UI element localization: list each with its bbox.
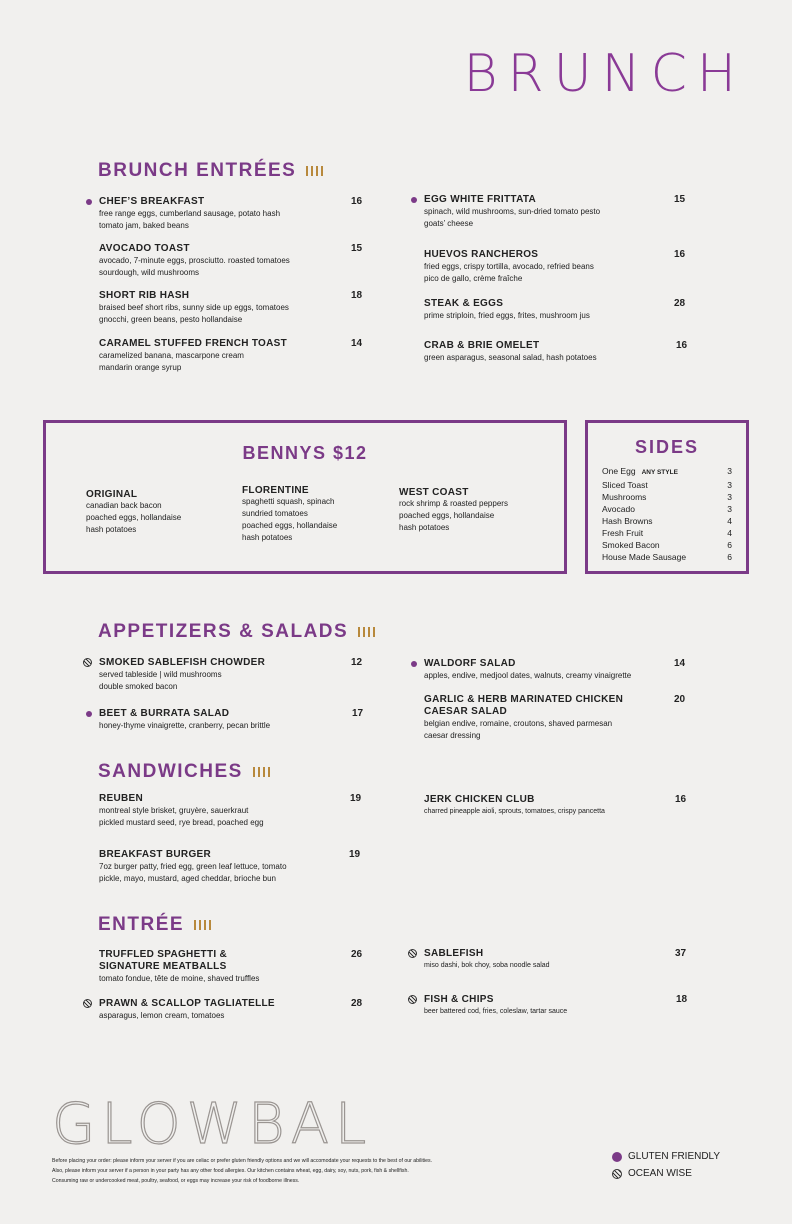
item-price: 20: [674, 694, 686, 705]
menu-item: [87, 998, 357, 1022]
item-desc: gnocchi, green beans, pesto hollandaise: [99, 315, 243, 324]
item-price: 16: [674, 249, 686, 260]
side-name: Mushrooms: [602, 492, 647, 502]
bennys-box: [43, 420, 567, 574]
entree-heading: [98, 914, 211, 936]
item-name: PRAWN & SCALLOP TAGLIATELLE: [99, 998, 275, 1009]
gluten-friendly-icon: [612, 1152, 622, 1162]
side-name: House Made Sausage: [602, 552, 687, 562]
item-desc: caesar dressing: [424, 731, 481, 740]
menu-item: [87, 657, 357, 693]
divider-bars-icon: [358, 627, 375, 637]
ocean-wise-icon: [612, 1169, 622, 1179]
divider-bars-icon: [194, 920, 211, 930]
appetizers-heading: [98, 621, 375, 643]
divider-bars-icon: [306, 166, 323, 176]
benny-desc: hash potatoes: [399, 523, 450, 532]
benny-desc: hash potatoes: [242, 533, 293, 542]
sides-title: SIDES: [634, 437, 700, 457]
item-price: 26: [351, 949, 363, 960]
menu-item: [412, 249, 682, 285]
menu-item: [412, 298, 682, 322]
sides-list: [602, 465, 732, 563]
side-name: Avocado: [602, 504, 635, 514]
bennys-title: BENNYS $12: [242, 443, 368, 463]
menu-item: [87, 949, 357, 985]
side-name: Sliced Toast: [602, 480, 648, 490]
item-desc: honey-thyme vinaigrette, cranberry, pecan brittle: [99, 721, 271, 730]
item-desc: 7oz burger patty, fried egg, green leaf lettuce, tomato: [99, 862, 287, 871]
item-price: 28: [674, 298, 686, 309]
ocean-wise-icon: [408, 949, 417, 958]
item-name: WALDORF SALAD: [424, 658, 516, 669]
item-desc: tomato fondue, tête de moine, shaved truffles: [99, 974, 260, 983]
item-name: SHORT RIB HASH: [99, 290, 190, 301]
benny-desc: poached eggs, hollandaise: [399, 511, 495, 520]
item-desc: pickle, mayo, mustard, aged cheddar, brioche bun: [99, 874, 276, 883]
side-name: Smoked Bacon: [602, 540, 660, 550]
legend-gluten-label: GLUTEN FRIENDLY: [628, 1151, 721, 1162]
menu-item: [87, 196, 357, 232]
item-desc: prime striploin, fried eggs, frites, mushroom jus: [424, 311, 590, 320]
item-desc: miso dashi, bok choy, soba noodle salad: [424, 962, 550, 969]
glowbal-logo: GLOWBAL: [52, 1092, 373, 1157]
menu-item: [412, 658, 682, 682]
brunch-entrees-title: BRUNCH ENTRÉES: [98, 160, 297, 181]
item-price: 17: [352, 708, 364, 719]
item-price: 12: [351, 657, 363, 668]
menu-item: [412, 694, 682, 742]
item-desc: mandarin orange syrup: [99, 363, 182, 372]
legend-ocean-label: OCEAN WISE: [628, 1168, 692, 1179]
item-price: 28: [351, 998, 363, 1009]
item-name: CRAB & BRIE OMELET: [424, 340, 540, 351]
item-price: 15: [674, 194, 686, 205]
item-desc: beer battered cod, fries, coleslaw, tartar sauce: [424, 1008, 568, 1015]
side-row: [602, 479, 732, 491]
item-desc: montreal style brisket, gruyère, sauerkraut: [99, 806, 249, 815]
item-desc: goats’ cheese: [424, 219, 474, 228]
ocean-wise-icon: [83, 999, 92, 1008]
item-desc: fried eggs, crispy tortilla, avocado, refried beans: [424, 262, 594, 271]
divider-bars-icon: [253, 767, 270, 777]
item-desc: free range eggs, cumberland sausage, potato hash: [99, 209, 281, 218]
side-row: [602, 503, 732, 515]
item-desc: green asparagus, seasonal salad, hash potatoes: [424, 353, 597, 362]
item-desc: double smoked bacon: [99, 682, 178, 691]
menu-item: [87, 849, 357, 885]
disclaimer-line: Before placing your order: please inform your server if you are celiac or prefer gluten friendly options and we will accomodate your requests to the best of our abilities.: [52, 1158, 433, 1164]
benny-desc: spaghetti squash, spinach: [242, 497, 335, 506]
benny-name: FLORENTINE: [242, 485, 309, 496]
page-title: BRUNCH: [463, 44, 746, 104]
menu-item: [412, 194, 682, 230]
side-row: [602, 527, 732, 539]
gluten-friendly-icon: [86, 711, 92, 717]
legend-gluten: [612, 1151, 720, 1162]
sides-box: [585, 420, 749, 574]
side-price: 6: [727, 552, 732, 562]
menu-item: [87, 708, 357, 732]
item-name: CHEF’S BREAKFAST: [99, 196, 205, 207]
benny-item: [242, 485, 337, 544]
item-desc: belgian endive, romaine, croutons, shaved parmesan: [424, 719, 613, 728]
item-name-line2: CAESAR SALAD: [424, 706, 508, 717]
benny-desc: poached eggs, hollandaise: [242, 521, 338, 530]
menu-item: [87, 338, 357, 374]
item-name: TRUFFLED SPAGHETTI &: [99, 949, 228, 960]
item-name: BREAKFAST BURGER: [99, 849, 212, 860]
item-name: SABLEFISH: [424, 948, 484, 959]
item-name: SMOKED SABLEFISH CHOWDER: [99, 657, 266, 668]
menu-item: [412, 340, 682, 364]
item-price: 14: [351, 338, 363, 349]
item-price: 16: [351, 196, 363, 207]
menu-item: [412, 948, 682, 972]
gluten-friendly-icon: [411, 197, 417, 203]
item-desc: tomato jam, baked beans: [99, 221, 189, 230]
item-price: 16: [675, 794, 687, 805]
item-name: JERK CHICKEN CLUB: [424, 794, 535, 805]
item-name: CARAMEL STUFFED FRENCH TOAST: [99, 338, 288, 349]
side-row: [602, 551, 732, 563]
item-name: EGG WHITE FRITTATA: [424, 194, 537, 205]
benny-desc: sundried tomatoes: [242, 509, 308, 518]
sandwiches-title: SANDWICHES: [98, 761, 243, 782]
benny-item: [399, 487, 508, 534]
item-price: 15: [351, 243, 363, 254]
item-desc: avocado, 7-minute eggs, prosciutto. roasted tomatoes: [99, 256, 290, 265]
menu-item: [87, 793, 357, 829]
menu-item: [412, 794, 682, 818]
item-desc: sourdough, wild mushrooms: [99, 268, 200, 277]
menu-item: [87, 243, 357, 279]
item-name: STEAK & EGGS: [424, 298, 504, 309]
disclaimer-line: Consuming raw or undercooked meat, poultry, seafood, or eggs may increase your risk of foodborne illness.: [52, 1178, 300, 1184]
item-desc: spinach, wild mushrooms, sun-dried tomato pesto: [424, 207, 601, 216]
side-price: 6: [727, 540, 732, 550]
menu-item: [87, 290, 357, 326]
side-row: [602, 491, 732, 503]
disclaimer: [52, 1156, 522, 1186]
item-desc: apples, endive, medjool dates, walnuts, creamy vinaigrette: [424, 671, 632, 680]
benny-item: [86, 489, 181, 536]
legend-ocean: [612, 1168, 720, 1179]
side-price: 4: [727, 516, 732, 526]
item-name: REUBEN: [99, 793, 144, 804]
side-price: 3: [727, 466, 732, 476]
ocean-wise-icon: [408, 995, 417, 1004]
side-price: 3: [727, 492, 732, 502]
item-desc: served tableside | wild mushrooms: [99, 670, 222, 679]
item-name: AVOCADO TOAST: [99, 243, 190, 254]
side-name: One Egg: [602, 466, 636, 476]
item-price: 19: [350, 793, 362, 804]
disclaimer-line: Also, please inform your server if a person in your party has any other food allergies. Our kitchen contains wheat, egg, dairy, soy, nuts, pork, fish & shellfish.: [52, 1168, 409, 1174]
item-desc: caramelized banana, mascarpone cream: [99, 351, 244, 360]
item-price: 18: [676, 994, 688, 1005]
item-desc: asparagus, lemon cream, tomatoes: [99, 1011, 225, 1020]
menu-item: [412, 994, 682, 1018]
benny-desc: rock shrimp & roasted peppers: [399, 499, 508, 508]
side-name: Hash Browns: [602, 516, 653, 526]
item-desc: braised beef short ribs, sunny side up eggs, tomatoes: [99, 303, 289, 312]
side-name: Fresh Fruit: [602, 528, 644, 538]
item-price: 18: [351, 290, 363, 301]
side-price: 3: [727, 480, 732, 490]
item-name: BEET & BURRATA SALAD: [99, 708, 230, 719]
benny-name: WEST COAST: [399, 487, 469, 498]
side-row: [602, 515, 732, 527]
gluten-friendly-icon: [86, 199, 92, 205]
side-price: 3: [727, 504, 732, 514]
item-desc: charred pineapple aioli, sprouts, tomatoes, crispy pancetta: [424, 808, 605, 815]
sandwiches-heading: [98, 761, 270, 783]
benny-desc: hash potatoes: [86, 525, 137, 534]
side-row: [602, 465, 732, 479]
side-note: ANY STYLE: [641, 469, 678, 476]
side-price: 4: [727, 528, 732, 538]
benny-name: ORIGINAL: [86, 489, 138, 500]
item-name-line2: SIGNATURE MEATBALLS: [99, 961, 227, 972]
item-price: 14: [674, 658, 686, 669]
item-name: HUEVOS RANCHEROS: [424, 249, 539, 260]
item-price: 37: [675, 948, 687, 959]
item-desc: pickled mustard seed, rye bread, poached egg: [99, 818, 264, 827]
item-name: FISH & CHIPS: [424, 994, 494, 1005]
item-desc: pico de gallo, crème fraîche: [424, 274, 523, 283]
gluten-friendly-icon: [411, 661, 417, 667]
legend: [612, 1151, 720, 1185]
side-row: [602, 539, 732, 551]
item-price: 19: [349, 849, 361, 860]
benny-desc: poached eggs, hollandaise: [86, 513, 182, 522]
item-price: 16: [676, 340, 688, 351]
ocean-wise-icon: [83, 658, 92, 667]
brunch-entrees-heading: [98, 160, 323, 182]
benny-desc: canadian back bacon: [86, 501, 162, 510]
item-name: GARLIC & HERB MARINATED CHICKEN: [424, 694, 624, 705]
entree-title: ENTRÉE: [98, 914, 185, 935]
appetizers-title: APPETIZERS & SALADS: [98, 621, 349, 642]
